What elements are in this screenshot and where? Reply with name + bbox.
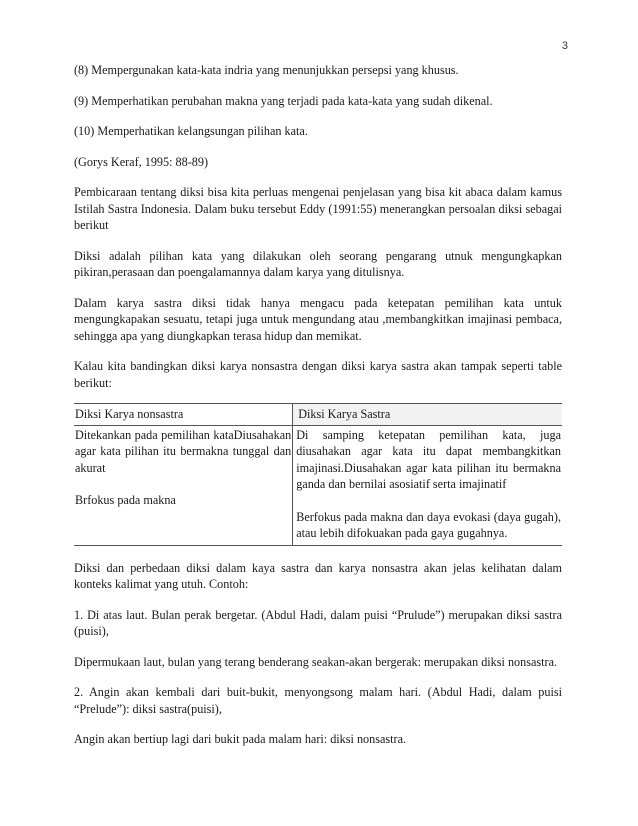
paragraph-intro: Pembicaraan tentang diksi bisa kita perluas mengenai penjelasan yang bisa kit abaca dalam kamus Istilah Sastra Indonesia. Dalam buku tersebut Eddy (1991:55) menerangkan persoalan diksi sebagai berikut <box>74 185 562 232</box>
example-1: 1. Di atas laut. Bulan perak bergetar. (Abdul Hadi, dalam puisi “Prulude”) merupakan diksi sastra (puisi), <box>74 607 562 638</box>
table-header-sastra: Diksi Karya Sastra <box>293 404 562 426</box>
list-item-8: (8) Mempergunakan kata-kata indria yang menunjukkan persepsi yang khusus. <box>74 63 459 77</box>
paragraph-comparison-intro: Kalau kita bandingkan diksi karya nonsastra dengan diksi karya sastra akan tampak seperti table berikut: <box>74 359 562 390</box>
citation: (Gorys Keraf, 1995: 88-89) <box>74 154 209 169</box>
cell-text: Brfokus pada makna <box>75 493 176 507</box>
example-2: 2. Angin akan kembali dari buit-bukit, menyongsong malam hari. (Abdul Hadi, dalam puisi “Prelude”): diksi sastra(puisi), <box>74 685 562 716</box>
comparison-table <box>74 403 562 546</box>
cell-text: Di samping ketepatan pemilihan kata, juga diusahakan agar kata itu dapat membangkitkan imajinasi.Diusahakan agar kata pilihan itu bermakna ganda dan bernilai asosiatif serta imajinatif <box>296 427 561 491</box>
table-row <box>74 425 562 545</box>
list-item-10: (10) Memperhatikan kelangsungan pilihan kata. <box>74 124 308 138</box>
list-item-9: (9) Memperhatikan perubahan makna yang terjadi pada kata-kata yang sudah dikenal. <box>74 93 493 108</box>
cell-text: Berfokus pada makna dan daya evokasi (daya gugah), atau lebih difokuakan pada gaya gugahnya. <box>296 509 561 540</box>
cell-text: Ditekankan pada pemilihan kataDiusahakan agar kata pilihan itu bermakna tunggal dan akurat <box>75 427 292 475</box>
page-number: 3 <box>561 40 568 52</box>
table-header-nonsastra: Diksi Karya nonsastra <box>74 404 293 426</box>
table-header-row <box>74 404 562 426</box>
table-cell-sastra <box>293 425 562 545</box>
example-1-nonsastra: Dipermukaan laut, bulan yang terang benderang seakan-akan bergerak: merupakan diksi nonsastra. <box>74 654 558 669</box>
paragraph-context: Diksi dan perbedaan diksi dalam kaya sastra dan karya nonsastra akan jelas kelihatan dalam konteks kalimat yang utuh. Contoh: <box>74 560 562 591</box>
paragraph-definition: Diksi adalah pilihan kata yang dilakukan oleh seorang pengarang utnuk mengungkapkan pikiran,perasaan dan poengalamannya dalam karya yang ditulisnya. <box>74 248 562 279</box>
table-cell-nonsastra <box>74 425 293 545</box>
example-2-nonsastra: Angin akan bertiup lagi dari bukit pada malam hari: diksi nonsastra. <box>74 732 407 746</box>
document-body <box>74 62 562 762</box>
paragraph-literary-diction: Dalam karya sastra diksi tidak hanya mengacu pada ketepatan pemilihan kata untuk mengungkapakan sesuatu, tetapi juga untuk mengundang atau ,membangkitkan imajinasi pembaca, sehingga apa yang diungkapkan terasa hidup dan memikat. <box>74 295 562 343</box>
